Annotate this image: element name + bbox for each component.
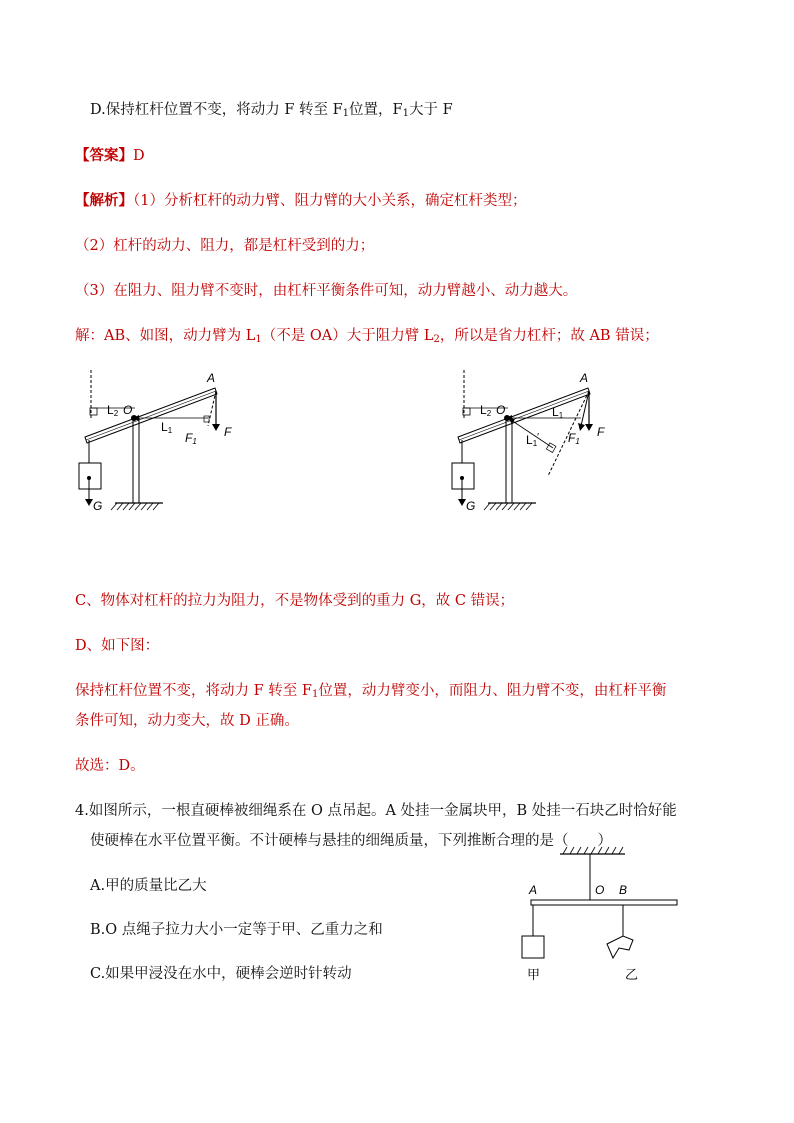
q4-label-A: A — [529, 883, 538, 897]
left-label-A: A — [207, 371, 216, 385]
svg-text:L1′: L1′ — [526, 432, 540, 448]
left-label-O: O — [123, 403, 133, 417]
analysis-tag: 【解析】 — [75, 192, 133, 209]
q4-label-yi: 乙 — [625, 967, 639, 982]
question4-figure — [515, 846, 685, 991]
right-label-F1: F — [568, 431, 576, 445]
right-label-G: G — [466, 499, 476, 513]
svg-text:L2: L2 — [107, 403, 119, 418]
right-label-L1-prime: L — [526, 433, 533, 447]
analysis-line-1: 【解析】（1）分析杠杆的动力臂、阻力臂的大小关系，确定杠杆类型； — [75, 192, 527, 209]
lever-figure-right — [448, 368, 648, 518]
solution-d-text-2: 条件可知，动力变大，故 D 正确。 — [75, 713, 299, 729]
solution-c-line: C、物体对杠杆的拉力为阻力，不是物体受到的重力 G，故 C 错误； — [75, 593, 515, 609]
solution-d-text-1: 保持杠杆位置不变，将动力 F 转至 $F_1$位置，动力臂变小，而阻力、阻力臂不变，由杠杆平衡 — [75, 683, 667, 700]
left-label-F1: F — [185, 431, 193, 445]
solution-ab-line: 解：AB、如图，动力臂为 $L_1$（不是 OA）大于阻力臂 $L_2$，所以是省力杠杆；故 AB 错误； — [75, 328, 659, 345]
right-label-L1: L — [552, 405, 559, 419]
question4-line-2: 使硬棒在水平位置平衡。不计硬棒与悬挂的细绳质量，下列推断合理的是（ ） — [90, 833, 612, 849]
right-label-F: F — [597, 425, 605, 439]
left-label-G: G — [93, 499, 103, 513]
right-label-L2: L — [480, 403, 487, 417]
left-label-L1: L — [161, 420, 168, 434]
svg-text:F1: F1 — [185, 431, 197, 446]
left-label-F: F — [224, 425, 232, 439]
q4-label-O: O — [595, 883, 605, 897]
right-label-O: O — [496, 403, 506, 417]
svg-text:L2: L2 — [480, 403, 492, 418]
lever-figure-left — [75, 368, 275, 518]
svg-text:L1: L1 — [552, 405, 564, 420]
left-label-L2: L — [107, 403, 114, 417]
analysis-line-2: （2）杠杆的动力、阻力，都是杠杆受到的力； — [75, 238, 375, 254]
q4-label-B: B — [619, 883, 628, 897]
right-label-A: A — [580, 371, 589, 385]
question4-option-c: C.如果甲浸没在水中，硬棒会逆时针转动 — [90, 966, 352, 982]
question4-line-1: 4.如图所示，一根直硬棒被细绳系在 O 点吊起。A 处挂一金属块甲，B 处挂一石块乙时恰好能 — [75, 803, 677, 819]
answer-value: D — [133, 148, 145, 164]
solution-d-line: D、如下图： — [75, 638, 160, 654]
answer-line — [75, 146, 145, 166]
option-d-text: D.保持杠杆位置不变，将动力 F 转至 $F_1$位置，$F_1$大于 F — [90, 102, 453, 119]
answer-tag: 【答案】 — [75, 147, 133, 164]
svg-text:F1: F1 — [568, 431, 580, 446]
question4-option-b: B.O 点绳子拉力大小一定等于甲、乙重力之和 — [90, 922, 383, 938]
solution-choice: 故选：D。 — [75, 758, 145, 774]
analysis-line-3: （3）在阻力、阻力臂不变时，由杠杆平衡条件可知，动力臂越小、动力越大。 — [75, 283, 578, 299]
q4-label-jia: 甲 — [527, 967, 541, 982]
svg-text:L1: L1 — [161, 420, 173, 435]
question4-option-a: A.甲的质量比乙大 — [90, 878, 207, 894]
